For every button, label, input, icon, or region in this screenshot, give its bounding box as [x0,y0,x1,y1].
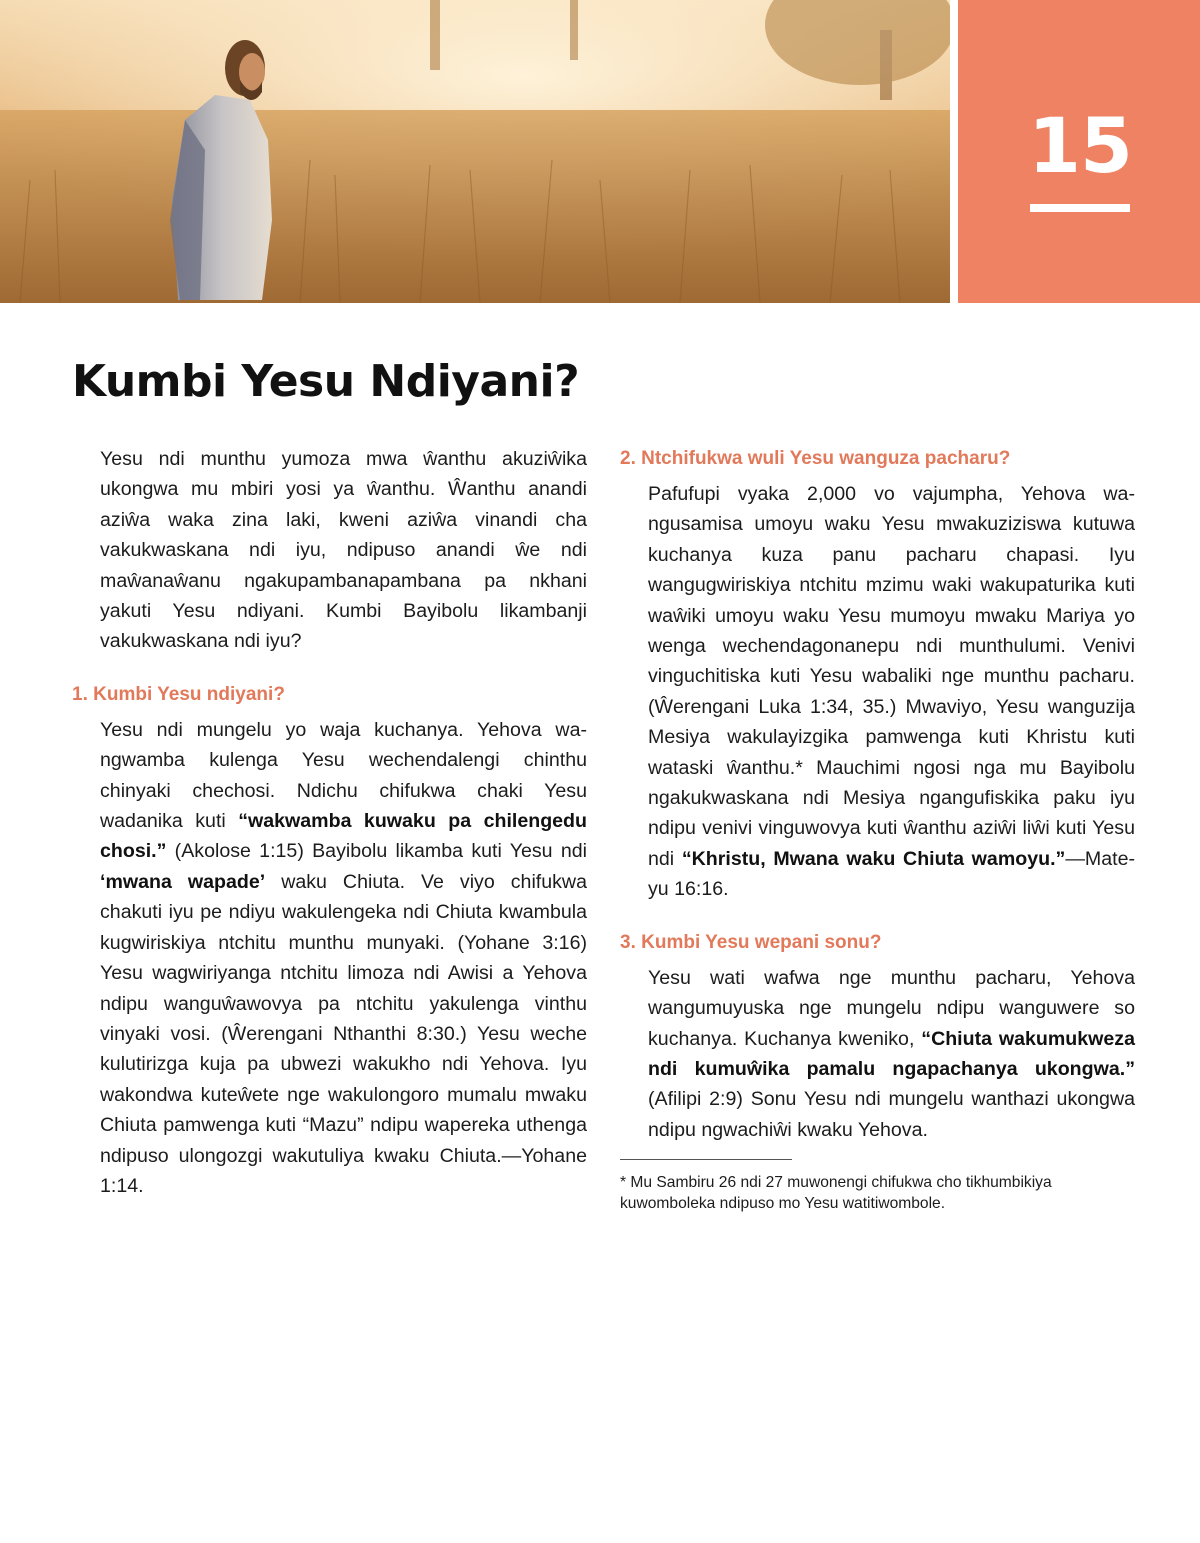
lesson-number-underline [1030,204,1130,212]
field-illustration [0,0,950,303]
quote-bold: “Chiuta wakumukweza ndi kumuŵika pamalu ngapachanya ukongwa.” [648,1027,1135,1080]
answer-text: waku Chiuta. Ve viyo chifukwa chakuti iyu pe ndiyu wakulengeka ndi Chiuta kwambula kugwiriskiya ntchitu munthu munyaki. (Yohane 3:16) Yesu wagwiriyanga ntchitu limoza ndi Awisi a Yehova ndipu wanguŵawovya pa ntchitu yakulenga vinthu vinyaki vosi. (Ŵerengani Nthanthi 8:30.) Yesu weche kulutirizga kuja pa ubwezi wakukho ndi Yehova. Iyu wakondwa kuteŵete nge wakulongoro mumalu mwaku Chiuta pamwenga kuti “Mazu” ndipu wapereka uthenga ndipuso ulongozgi wakutuliya kwaku Chiuta.—Yohane 1:14. [100,870,587,1197]
question-heading-2: 2. Ntchifukwa wuli Yesu wanguza pacharu? [620,448,1011,469]
answer-text: Pafufupi vyaka 2,000 vo vajumpha, Yehova wangusamisa umoyu waku Yesu mwakuziziswa kutuwa kuchanya kuza panu pacharu chapasi. Iyu wangugwiriskiya ntchitu mzimu waki wakupaturika kuti waŵiki umoyu waku Yesu mumoyu mwaku Mariya yo wenga wechendagonanepu ndi munthulumi. Venivi vinguchitiska kuti Yesu wabaliki nge munthu pacharu. (Ŵerengani Luka 1:34, 35.) Mwaviyo, Yesu wanguzija Mesiya wakulayizgika pamwenga kuti Khristu kuti wataski ŵanthu.* Mauchimi ngosi nga mu Bayibolu ngakukwaskana ndi Mesiya ngangufiskika paku iyu ndipu venivi vinguwovya kuti ŵanthu aziŵi liŵi kuti Yesu ndi [648,483,1135,870]
footnote-divider [620,1159,792,1160]
quote-bold: “wakwamba kuwaku pa chilengedu chosi.” [100,810,587,863]
question-heading-1: 1. Kumbi Yesu ndiyani? [72,683,285,705]
answer-text: Yesu wati wafwa nge munthu pacharu, Yehova wangumuyuska nge mungelu ndipu wanguwere so kuchanya. Kuchanya kweniko, [648,966,1135,1050]
page-title: Kumbi Yesu Ndiyani? [72,356,580,407]
answer-text: (Afilipi 2:9) Sonu Yesu ndi mungelu wanthazi ukongwa ndipu ngwachiŵi kwaku Yehova. [648,1088,1135,1141]
right-column [620,444,1135,1214]
answer-text: Yesu ndi mungelu yo waja kuchanya. Yehova wangwamba kulenga Yesu wechendalengi chinthu chinyaki chechosi. Ndichu chifukwa chaki Yesu wadanika kuti [100,718,587,833]
intro-paragraph: Yesu ndi munthu yumoza mwa ŵanthu akuziŵika ukongwa mu mbiri yosi ya ŵanthu. Ŵanthu anandi aziŵa waka zina laki, kweni aziŵa vinandi cha vakukwaskana ndi iyu, ndipuso anandi ŵe ndi maŵanaŵanu ngakupambanapambana pa nkhani yakuti Yesu ndiyani. Kumbi Bayibolu likambanji vakukwaskana ndi iyu? [100,448,587,653]
quote-bold: ‘mwana wapade’ [100,870,266,893]
lesson-number: 15 [1028,101,1132,190]
answer-text: —Mateyu 16:16. [648,847,1136,901]
question-heading-3: 3. Kumbi Yesu wepani sonu? [620,931,882,953]
answer-paragraph-1 [72,715,587,1202]
left-column [72,444,587,1201]
hero-image [0,0,950,303]
quote-bold: “Khristu, Mwana waku Chiuta wamoyu.” [681,847,1066,870]
footnote: * Mu Sambiru 26 ndi 27 muwonengi chifukwa cho tikhumbikiya kuwomboleka ndipuso mo Yesu watitiwombole. [620,1174,1052,1213]
answer-paragraph-2 [620,479,1135,905]
answer-paragraph-3 [620,963,1135,1145]
answer-text: (Akolose 1:15) Bayibolu likamba kuti Yesu ndi [166,840,587,863]
